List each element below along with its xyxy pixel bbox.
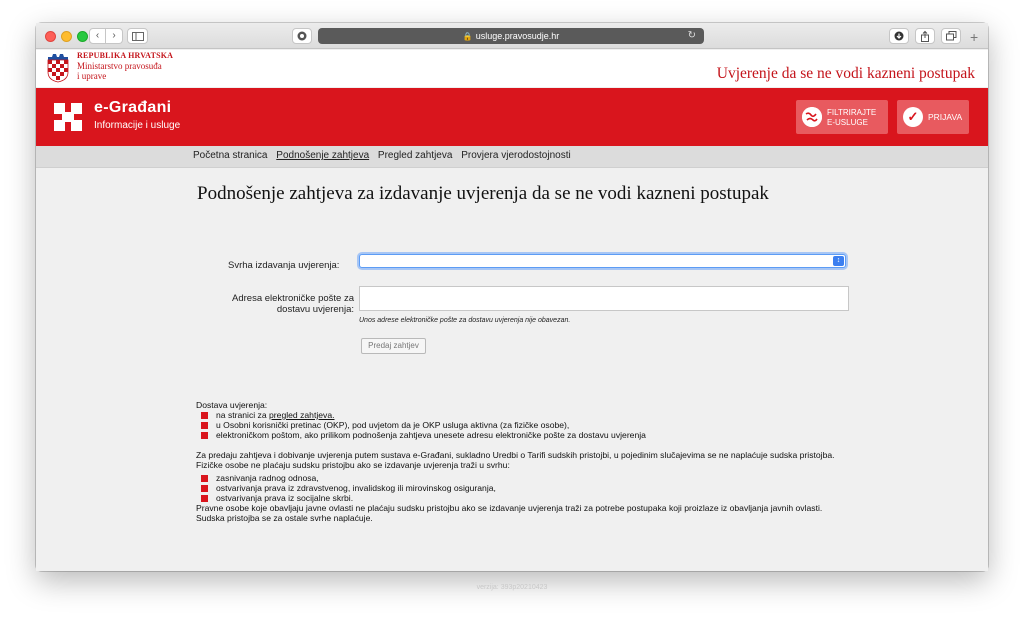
bullet-icon xyxy=(201,485,208,492)
close-window-button[interactable] xyxy=(45,31,56,42)
filter-services-label xyxy=(827,108,876,128)
exempt-list xyxy=(196,473,836,503)
checkmark-icon: ✓ xyxy=(903,107,923,127)
list-item xyxy=(196,430,836,440)
privacy-report-button[interactable] xyxy=(292,28,312,44)
menu-item-review-requests[interactable]: Pregled zahtjeva xyxy=(377,150,453,161)
form-title: Podnošenje zahtjeva za izdavanje uvjerenja da se ne vodi kazneni postupak xyxy=(197,183,769,204)
chevron-left-icon: ‹ xyxy=(95,30,100,41)
coat-of-arms-icon xyxy=(47,52,69,82)
ministry-name[interactable] xyxy=(77,51,173,81)
menu-item-verify-authenticity[interactable]: Provjera vjerodostojnosti xyxy=(461,150,571,161)
tab-overview-button[interactable] xyxy=(941,28,961,44)
forward-button[interactable] xyxy=(106,28,123,44)
list-item xyxy=(196,493,836,503)
sidebar-icon xyxy=(132,32,144,41)
filter-globe-icon xyxy=(802,107,822,127)
login-button[interactable] xyxy=(897,100,969,134)
address-bar[interactable] xyxy=(318,28,704,44)
egradjani-header xyxy=(36,88,988,146)
version-label: verzija: 393p20210423 xyxy=(476,584,548,591)
maximize-window-button[interactable] xyxy=(77,31,88,42)
minimize-window-button[interactable] xyxy=(61,31,72,42)
sidebar-toggle-button[interactable] xyxy=(127,28,148,44)
lock-icon: 🔒 xyxy=(462,32,473,41)
purpose-select[interactable] xyxy=(359,254,846,268)
bullet-icon xyxy=(201,422,208,429)
email-label-line-1: Adresa elektroničke pošte za xyxy=(232,293,354,304)
bullet-icon xyxy=(201,432,208,439)
list-item xyxy=(196,473,836,483)
tabs-icon xyxy=(946,31,957,41)
chevron-right-icon: › xyxy=(112,30,116,41)
email-hint: Unos adrese elektroničke pošte za dostavu uvjerenja nije obavezan. xyxy=(359,317,571,324)
ministry-line-3: i uprave xyxy=(77,71,107,81)
review-requests-link[interactable]: pregled zahtjeva. xyxy=(269,410,335,420)
filter-label-line-2: E-USLUGE xyxy=(827,118,868,127)
email-label xyxy=(224,293,354,315)
bullet-icon xyxy=(201,475,208,482)
list-item xyxy=(196,410,836,420)
download-icon xyxy=(894,31,904,41)
bullet-icon xyxy=(201,495,208,502)
main-menu xyxy=(36,146,988,168)
email-input[interactable] xyxy=(359,286,849,311)
browser-window xyxy=(36,23,988,591)
plus-icon[interactable]: + xyxy=(970,29,979,45)
login-label: PRIJAVA xyxy=(928,112,963,122)
list-item xyxy=(196,483,836,493)
exempt-heading: Fizičke osobe ne plaćaju sudsku pristojbu ako se izdavanje uvjerenja traži u svrhu: xyxy=(196,460,510,470)
select-arrows-icon: ↕ xyxy=(833,256,844,266)
delivery-2-text: u Osobni korisnički pretinac (OKP), pod uvjetom da je OKP usluga aktivna (za fizičke osobe), xyxy=(216,420,570,430)
share-button[interactable] xyxy=(915,28,935,44)
ministry-line-2: Ministarstvo pravosuđa xyxy=(77,61,162,71)
share-icon xyxy=(920,31,930,42)
purpose-label: Svrha izdavanja uvjerenja: xyxy=(228,260,340,271)
exempt-2-text: ostvarivanja prava iz zdravstvenog, invalidskog ili mirovinskog osiguranja, xyxy=(216,483,496,493)
bullet-icon xyxy=(201,412,208,419)
submit-request-button[interactable]: Predaj zahtjev xyxy=(361,338,426,354)
info-section xyxy=(196,400,836,523)
menu-item-home[interactable]: Početna stranica xyxy=(193,150,268,161)
ministry-line-1: REPUBLIKA HRVATSKA xyxy=(77,51,174,60)
exempt-3-text: ostvarivanja prava iz socijalne skrbi. xyxy=(216,493,354,503)
exempt-1-text: zasnivanja radnog odnosa, xyxy=(216,473,319,483)
downloads-button[interactable] xyxy=(889,28,909,44)
url-text: usluge.pravosudje.hr xyxy=(475,31,560,41)
page-heading: Uvjerenje da se ne vodi kazneni postupak xyxy=(716,65,975,82)
egradjani-logo-icon[interactable] xyxy=(54,103,82,131)
back-button[interactable] xyxy=(89,28,106,44)
filter-label-line-1: FILTRIRAJTE xyxy=(827,108,877,117)
reload-icon[interactable]: ↻ xyxy=(687,30,696,41)
ministry-bar xyxy=(36,50,988,87)
delivery-3-text: elektroničkom poštom, ako prilikom podnošenja zahtjeva unesete adresu elektroničke pošte za dostavu uvjerenja xyxy=(216,430,646,440)
delivery-1-prefix: na stranici za xyxy=(216,410,270,420)
list-item xyxy=(196,420,836,430)
browser-toolbar xyxy=(36,23,988,49)
filter-services-button[interactable] xyxy=(796,100,888,134)
email-label-line-2: dostavu uvjerenja: xyxy=(276,304,354,315)
other-purposes-text: Sudska pristojba se za ostale svrhe naplaćuje. xyxy=(196,513,373,523)
fee-text: Za predaju zahtjeva i dobivanje uvjerenja putem sustava e-Građani, sukladno Uredbi o Tarifi sudskih pristojbi, u pojedinim slučajevima se ne naplaćuje sudska pristojba. xyxy=(196,450,835,460)
menu-item-submit-request[interactable]: Podnošenje zahtjeva xyxy=(276,150,370,161)
delivery-heading: Dostava uvjerenja: xyxy=(196,400,268,410)
legal-persons-text: Pravne osobe koje obavljaju javne ovlasti ne plaćaju sudsku pristojbu ako se izdavanje uvjerenja traži za potrebe postupaka koji proizlaze iz obavljanja javnih ovlasti. xyxy=(196,503,823,513)
site-title[interactable]: e-Građani xyxy=(94,99,172,116)
web-page xyxy=(36,50,988,591)
delivery-list xyxy=(196,410,836,440)
site-subtitle: Informacije i usluge xyxy=(94,120,181,131)
shield-icon xyxy=(297,31,307,41)
